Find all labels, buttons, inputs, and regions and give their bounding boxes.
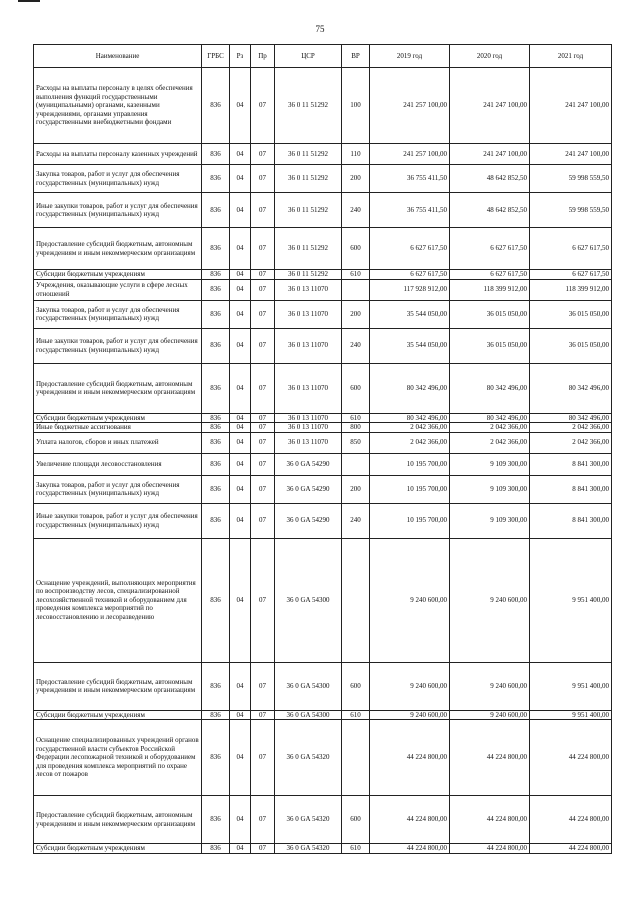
row-csr-cell: 36 0 13 11070 <box>275 300 342 328</box>
row-name-cell: Закупка товаров, работ и услуг для обеспечения государственных (муниципальных) нужд <box>34 300 202 328</box>
row-name-cell: Расходы на выплаты персоналу казенных учреждений <box>34 144 202 165</box>
row-rz-cell: 04 <box>230 710 251 720</box>
row-2019-amount: 44 224 800,00 <box>370 720 450 796</box>
row-2020-amount: 241 247 100,00 <box>450 68 530 144</box>
row-name-cell: Субсидии бюджетным учреждениям <box>34 710 202 720</box>
row-2021-amount: 8 841 300,00 <box>530 475 612 503</box>
row-2019-amount: 10 195 700,00 <box>370 453 450 475</box>
row-2021-amount: 9 951 400,00 <box>530 538 612 662</box>
row-vr-cell: 600 <box>342 228 370 270</box>
row-2019-amount: 2 042 366,00 <box>370 423 450 433</box>
row-2021-amount: 59 998 559,50 <box>530 193 612 228</box>
row-2020-amount: 44 224 800,00 <box>450 720 530 796</box>
row-vr-cell <box>342 538 370 662</box>
row-2021-amount: 241 247 100,00 <box>530 68 612 144</box>
row-vr-cell: 610 <box>342 270 370 280</box>
table-row <box>34 413 612 423</box>
row-grbs-cell: 836 <box>202 165 230 193</box>
row-name-cell: Расходы на выплаты персоналу в целях обеспечения выполнения функций государственными (муниципальными) органами, казенными учреждениями, органами управления государственными внебюджетными фондами <box>34 68 202 144</box>
row-pr-cell: 07 <box>251 144 275 165</box>
row-2021-amount: 44 224 800,00 <box>530 796 612 844</box>
row-vr-cell: 600 <box>342 662 370 710</box>
row-2020-amount: 2 042 366,00 <box>450 423 530 433</box>
row-name-cell: Закупка товаров, работ и услуг для обеспечения государственных (муниципальных) нужд <box>34 165 202 193</box>
row-csr-cell: 36 0 GA 54300 <box>275 710 342 720</box>
row-csr-cell: 36 0 11 51292 <box>275 144 342 165</box>
row-vr-cell: 600 <box>342 796 370 844</box>
row-2020-amount: 9 240 600,00 <box>450 538 530 662</box>
table-row <box>34 503 612 538</box>
row-grbs-cell: 836 <box>202 328 230 363</box>
row-rz-cell: 04 <box>230 453 251 475</box>
row-2020-amount: 9 109 300,00 <box>450 453 530 475</box>
table-row <box>34 193 612 228</box>
row-grbs-cell: 836 <box>202 144 230 165</box>
row-2021-amount: 241 247 100,00 <box>530 144 612 165</box>
row-grbs-cell: 836 <box>202 413 230 423</box>
row-csr-cell: 36 0 13 11070 <box>275 279 342 300</box>
header-2021: 2021 год <box>530 45 612 68</box>
row-grbs-cell: 836 <box>202 538 230 662</box>
row-vr-cell <box>342 453 370 475</box>
row-rz-cell: 04 <box>230 844 251 854</box>
row-2021-amount: 59 998 559,50 <box>530 165 612 193</box>
row-rz-cell: 04 <box>230 720 251 796</box>
row-rz-cell: 04 <box>230 328 251 363</box>
row-grbs-cell: 836 <box>202 503 230 538</box>
row-2019-amount: 9 240 600,00 <box>370 538 450 662</box>
table-row <box>34 363 612 413</box>
table-row <box>34 538 612 662</box>
row-grbs-cell: 836 <box>202 279 230 300</box>
row-2021-amount: 9 951 400,00 <box>530 710 612 720</box>
row-grbs-cell: 836 <box>202 228 230 270</box>
row-name-cell: Уплата налогов, сборов и иных платежей <box>34 432 202 453</box>
row-2019-amount: 10 195 700,00 <box>370 503 450 538</box>
row-vr-cell <box>342 279 370 300</box>
row-2020-amount: 44 224 800,00 <box>450 844 530 854</box>
table-row <box>34 68 612 144</box>
row-pr-cell: 07 <box>251 300 275 328</box>
row-2019-amount: 36 755 411,50 <box>370 193 450 228</box>
page-number: 75 <box>315 24 325 34</box>
row-2020-amount: 6 627 617,50 <box>450 228 530 270</box>
table-row <box>34 720 612 796</box>
row-2020-amount: 9 109 300,00 <box>450 503 530 538</box>
row-name-cell: Субсидии бюджетным учреждениям <box>34 270 202 280</box>
row-2019-amount: 6 627 617,50 <box>370 270 450 280</box>
row-name-cell: Субсидии бюджетным учреждениям <box>34 413 202 423</box>
row-csr-cell: 36 0 13 11070 <box>275 423 342 433</box>
header-csr: ЦСР <box>275 45 342 68</box>
row-csr-cell: 36 0 11 51292 <box>275 68 342 144</box>
row-pr-cell: 07 <box>251 662 275 710</box>
row-csr-cell: 36 0 GA 54300 <box>275 538 342 662</box>
row-pr-cell: 07 <box>251 432 275 453</box>
row-vr-cell: 240 <box>342 328 370 363</box>
row-csr-cell: 36 0 11 51292 <box>275 165 342 193</box>
table-row <box>34 475 612 503</box>
row-2020-amount: 36 015 050,00 <box>450 300 530 328</box>
row-csr-cell: 36 0 13 11070 <box>275 432 342 453</box>
row-vr-cell: 800 <box>342 423 370 433</box>
row-grbs-cell: 836 <box>202 662 230 710</box>
table-row <box>34 228 612 270</box>
row-name-cell: Субсидии бюджетным учреждениям <box>34 844 202 854</box>
row-grbs-cell: 836 <box>202 432 230 453</box>
row-2020-amount: 44 224 800,00 <box>450 796 530 844</box>
row-pr-cell: 07 <box>251 270 275 280</box>
table-row <box>34 453 612 475</box>
row-2019-amount: 9 240 600,00 <box>370 710 450 720</box>
row-2021-amount: 9 951 400,00 <box>530 662 612 710</box>
row-grbs-cell: 836 <box>202 796 230 844</box>
row-csr-cell: 36 0 GA 54290 <box>275 503 342 538</box>
row-2021-amount: 118 399 912,00 <box>530 279 612 300</box>
scan-edge-mark <box>18 0 40 2</box>
row-2021-amount: 36 015 050,00 <box>530 300 612 328</box>
row-name-cell: Учреждения, оказывающие услуги в сфере лесных отношений <box>34 279 202 300</box>
row-grbs-cell: 836 <box>202 193 230 228</box>
row-name-cell: Иные закупки товаров, работ и услуг для обеспечения государственных (муниципальных) нужд <box>34 328 202 363</box>
row-2019-amount: 241 257 100,00 <box>370 68 450 144</box>
row-pr-cell: 07 <box>251 796 275 844</box>
row-rz-cell: 04 <box>230 270 251 280</box>
row-rz-cell: 04 <box>230 423 251 433</box>
row-grbs-cell: 836 <box>202 720 230 796</box>
row-2021-amount: 6 627 617,50 <box>530 270 612 280</box>
row-2019-amount: 35 544 050,00 <box>370 328 450 363</box>
row-2021-amount: 8 841 300,00 <box>530 503 612 538</box>
row-2021-amount: 6 627 617,50 <box>530 228 612 270</box>
row-pr-cell: 07 <box>251 328 275 363</box>
header-grbs: ГРБС <box>202 45 230 68</box>
row-grbs-cell: 836 <box>202 844 230 854</box>
row-2020-amount: 80 342 496,00 <box>450 363 530 413</box>
row-rz-cell: 04 <box>230 413 251 423</box>
row-name-cell: Оснащение специализированных учреждений органов государственной власти субъектов Российской Федерации лесопожарной техникой и оборудованием для проведения комплекса мероприятий по охране лесов от пожаров <box>34 720 202 796</box>
row-grbs-cell: 836 <box>202 423 230 433</box>
row-name-cell: Иные бюджетные ассигнования <box>34 423 202 433</box>
row-2021-amount: 80 342 496,00 <box>530 363 612 413</box>
row-rz-cell: 04 <box>230 363 251 413</box>
row-2020-amount: 80 342 496,00 <box>450 413 530 423</box>
row-2019-amount: 2 042 366,00 <box>370 432 450 453</box>
row-2021-amount: 80 342 496,00 <box>530 413 612 423</box>
table-row <box>34 144 612 165</box>
header-rz: Рз <box>230 45 251 68</box>
row-name-cell: Увеличение площади лесовосстановления <box>34 453 202 475</box>
table-row <box>34 432 612 453</box>
row-name-cell: Оснащение учреждений, выполняющих мероприятия по воспроизводству лесов, специализированной лесохозяйственной техникой и оборудованием для проведения комплекса мероприятий по лесовосстановлению и лесоразведению <box>34 538 202 662</box>
header-pr: Пр <box>251 45 275 68</box>
row-name-cell: Закупка товаров, работ и услуг для обеспечения государственных (муниципальных) нужд <box>34 475 202 503</box>
row-rz-cell: 04 <box>230 193 251 228</box>
row-2021-amount: 44 224 800,00 <box>530 844 612 854</box>
row-pr-cell: 07 <box>251 165 275 193</box>
row-2020-amount: 9 109 300,00 <box>450 475 530 503</box>
row-2021-amount: 2 042 366,00 <box>530 423 612 433</box>
row-pr-cell: 07 <box>251 193 275 228</box>
row-vr-cell: 240 <box>342 503 370 538</box>
row-csr-cell: 36 0 13 11070 <box>275 328 342 363</box>
row-pr-cell: 07 <box>251 844 275 854</box>
table-row <box>34 796 612 844</box>
row-rz-cell: 04 <box>230 432 251 453</box>
row-name-cell: Иные закупки товаров, работ и услуг для обеспечения государственных (муниципальных) нужд <box>34 503 202 538</box>
row-grbs-cell: 836 <box>202 475 230 503</box>
row-vr-cell: 200 <box>342 165 370 193</box>
table-row <box>34 279 612 300</box>
row-pr-cell: 07 <box>251 228 275 270</box>
row-pr-cell: 07 <box>251 413 275 423</box>
row-grbs-cell: 836 <box>202 453 230 475</box>
row-pr-cell: 07 <box>251 68 275 144</box>
row-vr-cell: 600 <box>342 363 370 413</box>
row-name-cell: Иные закупки товаров, работ и услуг для обеспечения государственных (муниципальных) нужд <box>34 193 202 228</box>
row-vr-cell: 850 <box>342 432 370 453</box>
row-2019-amount: 44 224 800,00 <box>370 796 450 844</box>
row-grbs-cell: 836 <box>202 710 230 720</box>
row-vr-cell: 200 <box>342 475 370 503</box>
row-pr-cell: 07 <box>251 279 275 300</box>
row-grbs-cell: 836 <box>202 363 230 413</box>
row-grbs-cell: 836 <box>202 300 230 328</box>
row-2020-amount: 118 399 912,00 <box>450 279 530 300</box>
row-csr-cell: 36 0 GA 54320 <box>275 720 342 796</box>
row-name-cell: Предоставление субсидий бюджетным, автономным учреждениям и иным некоммерческим организациям <box>34 662 202 710</box>
row-2020-amount: 9 240 600,00 <box>450 662 530 710</box>
row-rz-cell: 04 <box>230 68 251 144</box>
row-2019-amount: 117 928 912,00 <box>370 279 450 300</box>
row-2021-amount: 2 042 366,00 <box>530 432 612 453</box>
row-csr-cell: 36 0 GA 54290 <box>275 475 342 503</box>
row-2020-amount: 48 642 852,50 <box>450 165 530 193</box>
table-row <box>34 328 612 363</box>
row-2019-amount: 9 240 600,00 <box>370 662 450 710</box>
row-vr-cell: 610 <box>342 844 370 854</box>
row-rz-cell: 04 <box>230 538 251 662</box>
row-pr-cell: 07 <box>251 363 275 413</box>
table-row <box>34 165 612 193</box>
row-csr-cell: 36 0 11 51292 <box>275 270 342 280</box>
row-grbs-cell: 836 <box>202 270 230 280</box>
row-name-cell: Предоставление субсидий бюджетным, автономным учреждениям и иным некоммерческим организациям <box>34 796 202 844</box>
row-2020-amount: 2 042 366,00 <box>450 432 530 453</box>
row-rz-cell: 04 <box>230 279 251 300</box>
row-vr-cell: 610 <box>342 710 370 720</box>
row-2020-amount: 241 247 100,00 <box>450 144 530 165</box>
row-pr-cell: 07 <box>251 503 275 538</box>
row-rz-cell: 04 <box>230 475 251 503</box>
row-rz-cell: 04 <box>230 144 251 165</box>
row-rz-cell: 04 <box>230 228 251 270</box>
row-rz-cell: 04 <box>230 165 251 193</box>
row-2021-amount: 36 015 050,00 <box>530 328 612 363</box>
row-vr-cell: 100 <box>342 68 370 144</box>
table-row <box>34 270 612 280</box>
row-2019-amount: 241 257 100,00 <box>370 144 450 165</box>
row-2019-amount: 80 342 496,00 <box>370 363 450 413</box>
row-2020-amount: 48 642 852,50 <box>450 193 530 228</box>
table-row <box>34 662 612 710</box>
row-vr-cell: 240 <box>342 193 370 228</box>
row-name-cell: Предоставление субсидий бюджетным, автономным учреждениям и иным некоммерческим организациям <box>34 363 202 413</box>
table-row <box>34 300 612 328</box>
row-csr-cell: 36 0 11 51292 <box>275 228 342 270</box>
row-rz-cell: 04 <box>230 300 251 328</box>
row-csr-cell: 36 0 GA 54320 <box>275 844 342 854</box>
row-rz-cell: 04 <box>230 796 251 844</box>
row-vr-cell: 200 <box>342 300 370 328</box>
row-2019-amount: 36 755 411,50 <box>370 165 450 193</box>
header-2020: 2020 год <box>450 45 530 68</box>
row-2019-amount: 44 224 800,00 <box>370 844 450 854</box>
row-csr-cell: 36 0 13 11070 <box>275 363 342 413</box>
row-2021-amount: 44 224 800,00 <box>530 720 612 796</box>
row-rz-cell: 04 <box>230 503 251 538</box>
row-pr-cell: 07 <box>251 720 275 796</box>
row-2019-amount: 35 544 050,00 <box>370 300 450 328</box>
row-2019-amount: 10 195 700,00 <box>370 475 450 503</box>
row-grbs-cell: 836 <box>202 68 230 144</box>
budget-table <box>33 44 612 854</box>
row-2019-amount: 6 627 617,50 <box>370 228 450 270</box>
header-vr: ВР <box>342 45 370 68</box>
row-pr-cell: 07 <box>251 538 275 662</box>
table-header-row <box>34 45 612 68</box>
row-2019-amount: 80 342 496,00 <box>370 413 450 423</box>
row-2021-amount: 8 841 300,00 <box>530 453 612 475</box>
row-vr-cell <box>342 720 370 796</box>
header-name: Наименование <box>34 45 202 68</box>
row-rz-cell: 04 <box>230 662 251 710</box>
row-vr-cell: 110 <box>342 144 370 165</box>
table-row <box>34 844 612 854</box>
header-2019: 2019 год <box>370 45 450 68</box>
row-2020-amount: 6 627 617,50 <box>450 270 530 280</box>
row-csr-cell: 36 0 11 51292 <box>275 193 342 228</box>
row-csr-cell: 36 0 GA 54300 <box>275 662 342 710</box>
row-csr-cell: 36 0 13 11070 <box>275 413 342 423</box>
row-pr-cell: 07 <box>251 423 275 433</box>
row-name-cell: Предоставление субсидий бюджетным, автономным учреждениям и иным некоммерческим организациям <box>34 228 202 270</box>
row-csr-cell: 36 0 GA 54320 <box>275 796 342 844</box>
row-pr-cell: 07 <box>251 475 275 503</box>
row-2020-amount: 9 240 600,00 <box>450 710 530 720</box>
row-vr-cell: 610 <box>342 413 370 423</box>
row-2020-amount: 36 015 050,00 <box>450 328 530 363</box>
table-row <box>34 710 612 720</box>
row-csr-cell: 36 0 GA 54290 <box>275 453 342 475</box>
table-row <box>34 423 612 433</box>
row-pr-cell: 07 <box>251 453 275 475</box>
row-pr-cell: 07 <box>251 710 275 720</box>
